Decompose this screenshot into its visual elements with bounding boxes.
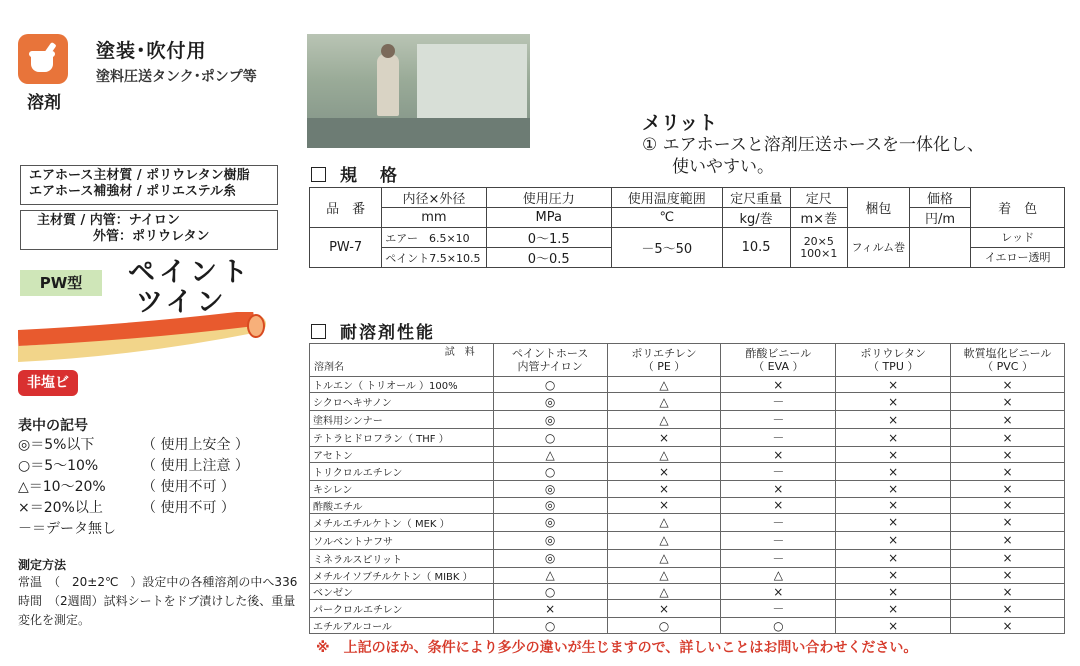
resistance-row xyxy=(310,463,1065,481)
resistance-rating: × xyxy=(836,393,951,411)
resistance-rating: △ xyxy=(607,377,721,393)
resistance-rating: × xyxy=(836,463,951,481)
resistance-rating: ○ xyxy=(493,583,607,599)
resistance-rating: × xyxy=(836,567,951,583)
method-title: 測定方法 xyxy=(18,558,67,572)
solvent-name: 酢酸エチル xyxy=(310,497,494,513)
resistance-rating: × xyxy=(951,411,1065,429)
resistance-rating: × xyxy=(951,600,1065,618)
main-outer-material: 外管：ポリウレタン xyxy=(93,229,210,244)
legend-row: △＝10～20% （ 使用不可 ） xyxy=(18,479,235,495)
hose-material-box xyxy=(20,165,278,205)
merit-line1: ① エアホースと溶剤圧送ホースを一体化し、 xyxy=(642,135,984,155)
cell-length-1: 20×5 xyxy=(803,234,834,248)
resistance-rating: － xyxy=(721,531,836,549)
resistance-rating: × xyxy=(836,481,951,497)
resistance-rating: × xyxy=(607,429,721,447)
resistance-row xyxy=(310,447,1065,463)
resistance-rating: － xyxy=(721,411,836,429)
resistance-table xyxy=(309,343,1065,634)
spec-section-title: 規 格 xyxy=(311,161,400,186)
resistance-rating: ○ xyxy=(607,618,721,634)
header-diameter-unit: mm xyxy=(382,208,486,228)
resistance-column-header: 軟質塩化ビニール （ PVC ） xyxy=(951,344,1065,377)
resistance-row xyxy=(310,497,1065,513)
header-pressure-unit: MPa xyxy=(486,208,611,228)
solvent-name: パークロルエチレン xyxy=(310,600,494,618)
resistance-rating: － xyxy=(721,463,836,481)
cell-length-2: 100×1 xyxy=(800,246,838,260)
resistance-rating: × xyxy=(951,481,1065,497)
resistance-rating: × xyxy=(836,447,951,463)
resistance-row xyxy=(310,377,1065,393)
resistance-rating: × xyxy=(836,600,951,618)
solvent-name: アセトン xyxy=(310,447,494,463)
resistance-rating: △ xyxy=(607,567,721,583)
product-name-line1: ペイント xyxy=(128,257,252,288)
category-label: 溶剤 xyxy=(27,93,61,113)
main-inner-material: 主材質 / 内管：ナイロン xyxy=(37,213,180,228)
cell-air-pressure: 0～1.5 xyxy=(486,228,611,248)
cell-price xyxy=(909,228,971,268)
header-temp-unit: ℃ xyxy=(611,208,722,228)
resistance-rating: ◎ xyxy=(493,481,607,497)
resistance-rating: × xyxy=(951,531,1065,549)
cell-color-air: レッド xyxy=(971,228,1065,248)
legend-title: 表中の記号 xyxy=(18,418,88,434)
resistance-row xyxy=(310,531,1065,549)
solvent-name: シクロヘキサノン xyxy=(310,393,494,411)
resistance-rating: ○ xyxy=(493,429,607,447)
paint-can-icon xyxy=(18,34,68,84)
resistance-column-header: 酢酸ビニール （ EVA ） xyxy=(721,344,836,377)
resistance-row xyxy=(310,513,1065,531)
merit-line2: 使いやすい。 xyxy=(672,157,774,177)
resistance-rating: × xyxy=(951,567,1065,583)
resistance-rating: △ xyxy=(607,549,721,567)
cell-color-paint: イエロー透明 xyxy=(971,248,1065,268)
resistance-rating: × xyxy=(836,429,951,447)
solvent-name: エチルアルコール xyxy=(310,618,494,634)
resistance-rating: × xyxy=(493,600,607,618)
use-title: 塗装･吹付用 xyxy=(96,40,207,62)
resistance-rating: × xyxy=(836,513,951,531)
resistance-rating: × xyxy=(836,618,951,634)
resistance-rating: × xyxy=(951,549,1065,567)
resistance-row xyxy=(310,600,1065,618)
resistance-rating: ○ xyxy=(721,618,836,634)
resistance-rating: × xyxy=(836,549,951,567)
resistance-rating: × xyxy=(951,583,1065,599)
cell-paint-pressure: 0～0.5 xyxy=(486,248,611,268)
resistance-rating: × xyxy=(951,429,1065,447)
checkbox-icon xyxy=(311,167,326,182)
solvent-name: ミネラルスピリット xyxy=(310,549,494,567)
resistance-rating: × xyxy=(721,497,836,513)
use-subtitle: 塗料圧送タンク･ポンプ等 xyxy=(96,69,257,85)
legend-row: ○＝5～10% （ 使用上注意 ） xyxy=(18,458,249,474)
resistance-rating: △ xyxy=(607,393,721,411)
corner-header xyxy=(310,344,494,377)
resistance-rating: ○ xyxy=(493,618,607,634)
resistance-rating: × xyxy=(836,531,951,549)
hose-main-material: エアホース主材質 / ポリウレタン樹脂 xyxy=(29,168,250,183)
resistance-row xyxy=(310,393,1065,411)
resistance-rating: × xyxy=(836,411,951,429)
legend xyxy=(18,435,249,540)
cell-packing: フィルム巻 xyxy=(848,228,910,268)
solvent-name: メチルイソブチルケトン（ MIBK ） xyxy=(310,567,494,583)
merit-text xyxy=(642,134,984,178)
resistance-rating: △ xyxy=(607,447,721,463)
corner-header-bottom: 溶剤名 xyxy=(314,362,344,373)
resistance-rating: × xyxy=(721,583,836,599)
solvent-name: トリクロルエチレン xyxy=(310,463,494,481)
resistance-row xyxy=(310,411,1065,429)
resistance-column-header: ペイントホース 内管ナイロン xyxy=(493,344,607,377)
solvent-name: ベンゼン xyxy=(310,583,494,599)
resistance-rating: ○ xyxy=(493,377,607,393)
solvent-name: テトラヒドロフラン（ THF ） xyxy=(310,429,494,447)
solvent-name: 塗料用シンナー xyxy=(310,411,494,429)
product-name-line2: ツイン xyxy=(136,287,228,318)
header-length: 定尺 xyxy=(790,188,847,208)
product-name xyxy=(128,258,252,318)
method-text: 常温 （ 20±2℃ ）設定中の各種溶剤の中へ336時間 （2週間）試料シートをドブ漬けした後、重量変化を測定。 xyxy=(18,575,298,627)
resistance-rating: × xyxy=(836,583,951,599)
header-weight-unit: kg/巻 xyxy=(722,208,790,228)
resistance-rating: － xyxy=(721,513,836,531)
header-packing: 梱包 xyxy=(848,188,910,228)
hose-reinforce-material: エアホース補強材 / ポリエステル糸 xyxy=(29,184,236,199)
resistance-rating: － xyxy=(721,600,836,618)
header-part-no: 品 番 xyxy=(310,188,382,228)
type-badge: PW型 xyxy=(20,270,102,296)
resistance-rating: ◎ xyxy=(493,497,607,513)
resistance-rating: ◎ xyxy=(493,411,607,429)
resistance-column-header: ポリエチレン （ PE ） xyxy=(607,344,721,377)
resistance-rating: － xyxy=(721,429,836,447)
resistance-row xyxy=(310,481,1065,497)
resistance-rating: × xyxy=(951,497,1065,513)
resistance-rating: ◎ xyxy=(493,549,607,567)
resistance-rating: × xyxy=(951,393,1065,411)
corner-header-top: 試料 xyxy=(444,347,485,358)
resistance-rating: － xyxy=(721,393,836,411)
resistance-rating: × xyxy=(607,481,721,497)
cell-paint-size: ペイント7.5×10.5 xyxy=(382,248,486,268)
resistance-row xyxy=(310,618,1065,634)
resistance-row xyxy=(310,567,1065,583)
resistance-row xyxy=(310,583,1065,599)
main-material-box xyxy=(20,210,278,250)
solvent-name: キシレン xyxy=(310,481,494,497)
resistance-rating: － xyxy=(721,549,836,567)
resistance-rating: × xyxy=(721,481,836,497)
resistance-rating: △ xyxy=(721,567,836,583)
resistance-row xyxy=(310,549,1065,567)
cell-air-size: エアー 6.5×10 xyxy=(382,228,486,248)
resistance-rating: × xyxy=(836,377,951,393)
solvent-name: トルエン（ トリオール ）100% xyxy=(310,377,494,393)
non-pvc-badge: 非塩ビ xyxy=(18,370,78,396)
resistance-rating: × xyxy=(721,447,836,463)
resistance-row xyxy=(310,429,1065,447)
header-weight: 定尺重量 xyxy=(722,188,790,208)
spec-table xyxy=(309,187,1065,268)
resistance-rating: × xyxy=(951,463,1065,481)
header-pressure: 使用圧力 xyxy=(486,188,611,208)
resistance-rating: △ xyxy=(607,583,721,599)
resistance-rating: △ xyxy=(607,411,721,429)
resistance-rating: △ xyxy=(607,531,721,549)
resistance-rating: ◎ xyxy=(493,531,607,549)
legend-row: ×＝20%以上 （ 使用不可 ） xyxy=(18,500,235,516)
solvent-name: ソルベントナフサ xyxy=(310,531,494,549)
resistance-section-title: 耐溶剤性能 xyxy=(311,318,435,343)
resistance-rating: × xyxy=(607,463,721,481)
legend-row: －＝データ無し xyxy=(18,521,116,537)
legend-row: ◎＝5%以下 （ 使用上安全 ） xyxy=(18,437,249,453)
resistance-rating: × xyxy=(951,377,1065,393)
footnote: ※ 上記のほか、条件により多少の違いが生じますので、詳しいことはお問い合わせください。 xyxy=(316,640,918,656)
header-diameter: 内径×外径 xyxy=(382,188,486,208)
resistance-column-header: ポリウレタン （ TPU ） xyxy=(836,344,951,377)
product-photo xyxy=(307,34,530,148)
cell-weight: 10.5 xyxy=(722,228,790,268)
header-color: 着 色 xyxy=(971,188,1065,228)
resistance-rating: × xyxy=(951,513,1065,531)
resistance-rating: ○ xyxy=(493,463,607,481)
resistance-rating: × xyxy=(836,497,951,513)
resistance-rating: △ xyxy=(607,513,721,531)
resistance-rating: ◎ xyxy=(493,393,607,411)
header-length-unit: m×巻 xyxy=(790,208,847,228)
resistance-rating: × xyxy=(607,497,721,513)
merit-title: メリット xyxy=(642,112,718,134)
resistance-rating: △ xyxy=(493,567,607,583)
cell-length xyxy=(790,228,847,268)
resistance-rating: ◎ xyxy=(493,513,607,531)
header-price-unit: 円/m xyxy=(909,208,971,228)
checkbox-icon xyxy=(311,324,326,339)
resistance-rating: △ xyxy=(493,447,607,463)
resistance-rating: × xyxy=(607,600,721,618)
header-temp: 使用温度範囲 xyxy=(611,188,722,208)
solvent-name: メチルエチルケトン（ MEK ） xyxy=(310,513,494,531)
cell-part-no: PW-7 xyxy=(310,228,382,268)
hose-image xyxy=(18,312,268,372)
cell-temp: －5～50 xyxy=(611,228,722,268)
header-price: 価格 xyxy=(909,188,971,208)
resistance-rating: × xyxy=(721,377,836,393)
resistance-rating: × xyxy=(951,618,1065,634)
resistance-rating: × xyxy=(951,447,1065,463)
